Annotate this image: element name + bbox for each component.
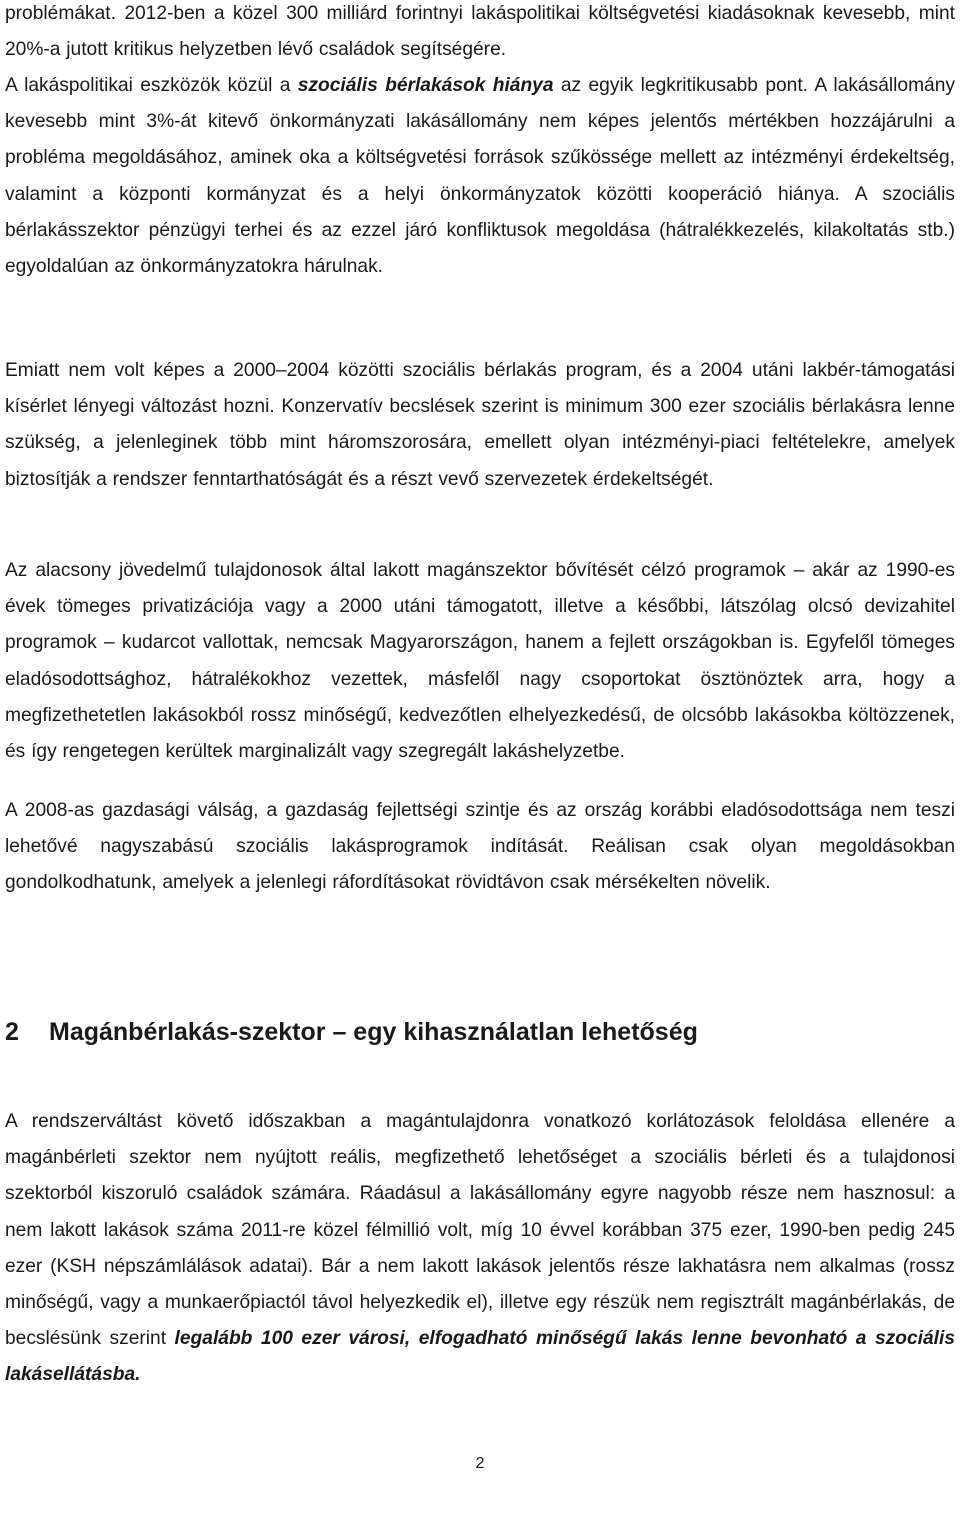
paragraph-text: A lakáspolitikai eszközök közül a bbox=[5, 75, 298, 96]
paragraph-text: A rendszerváltást követő időszakban a magántulajdonra vonatkozó korlátozások feloldása ellenére a magánbérleti szektor nem nyújtott reális, megfizethető lehetőséget a szociális bérleti és a tulajdonosi szektorból kiszoruló családok számára. Ráadásul a lakásállomány egyre nagyobb része nem hasznosul: a nem lakott lakások száma 2011-re közel félmillió volt, míg 10 évvel korábban 375 ezer, 1990-ben pedig 245 ezer (KSH népszámlálások adatai). Bár a nem lakott lakások jelentős része lakhatásra nem alkalmas (rossz minőségű, vagy a munkaerőpiactól távol helyezkedik el), illetve egy részük nem regisztrált magánbérlakás, de becslésünk szerint bbox=[5, 1111, 955, 1350]
paragraph-program-failure: Emiatt nem volt képes a 2000–2004 közötti szociális bérlakás program, és a 2004 utáni lakbér-támogatási kísérlet lényegi változást hozni. Konzervatív becslések szerint is minimum 300 ezer szociális bérlakásra lenne szükség, a jelenleginek több mint háromszorosára, emellett olyan intézményi-piaci feltételekre, amelyek biztosítják a rendszer fenntarthatóságát és a részt vevő szervezetek érdekeltségét. bbox=[5, 360, 955, 490]
paragraph-private-sector-programs: Az alacsony jövedelmű tulajdonosok által lakott magánszektor bővítését célzó programok – akár az 1990-es évek tömeges privatizációja vagy a 2000 utáni támogatott, illetve a későbbi, látszólag olcsó devizahitel programok – kudarcot vallottak, nemcsak Magyarországon, hanem a fejlett országokban is. Egyfelől tömeges eladósodottsághoz, hátralékokhoz vezettek, másfelől nagy csoportokat ösztönöztek arra, hogy a megfizethetetlen lakásokból rossz minőségű, kedvezőtlen elhelyezkedésű, de olcsóbb lakásokba költözzenek, és így rengetegen kerültek marginalizált vagy szegregált lakáshelyzetbe. bbox=[5, 560, 955, 763]
section-number: 2 bbox=[5, 1018, 19, 1046]
paragraph-social-rental-shortage bbox=[5, 68, 955, 285]
section-title: Magánbérlakás-szektor – egy kihasználatlan lehetőség bbox=[49, 1018, 698, 1046]
page-number: 2 bbox=[475, 1455, 485, 1472]
paragraph-intro: problémákat. 2012-ben a közel 300 milliárd forintnyi lakáspolitikai költségvetési kiadásoknak kevesebb, mint 20%-a jutott kritikus helyzetben lévő családok segítségére. bbox=[5, 3, 955, 61]
section-heading bbox=[5, 1010, 955, 1054]
emphasis-text: szociális bérlakások hiánya bbox=[297, 75, 554, 96]
paragraph-text: az egyik legkritikusabb pont. A lakásállomány kevesebb mint 3%-át kitevő önkormányzati lakásállomány nem képes jelentős mértékben hozzájárulni a probléma megoldásához, aminek oka a költségvetési források szűkössége mellett az intézményi érdekeltség, valamint a központi kormányzat és a helyi önkormányzatok közötti kooperáció hiánya. A szociális bérlakásszektor pénzügyi terhei és az ezzel járó konfliktusok megoldása (hátralékkezelés, kilakoltatás stb.) egyoldalúan az önkormányzatokra hárulnak. bbox=[5, 75, 955, 278]
paragraph-economic-crisis: A 2008-as gazdasági válság, a gazdaság fejlettségi szintje és az ország korábbi eladósodottsága nem teszi lehetővé nagyszabású szociális lakásprogramok indítását. Reálisan csak olyan megoldásokban gondolkodhatunk, amelyek a jelenlegi ráfordításokat rövidtávon csak mérsékelten növelik. bbox=[5, 800, 955, 894]
emphasis-text: legalább 100 ezer városi, elfogadható minőségű lakás lenne bevonható a szociális lakásellátásba. bbox=[5, 1328, 955, 1386]
paragraph-private-rental bbox=[5, 1104, 955, 1394]
